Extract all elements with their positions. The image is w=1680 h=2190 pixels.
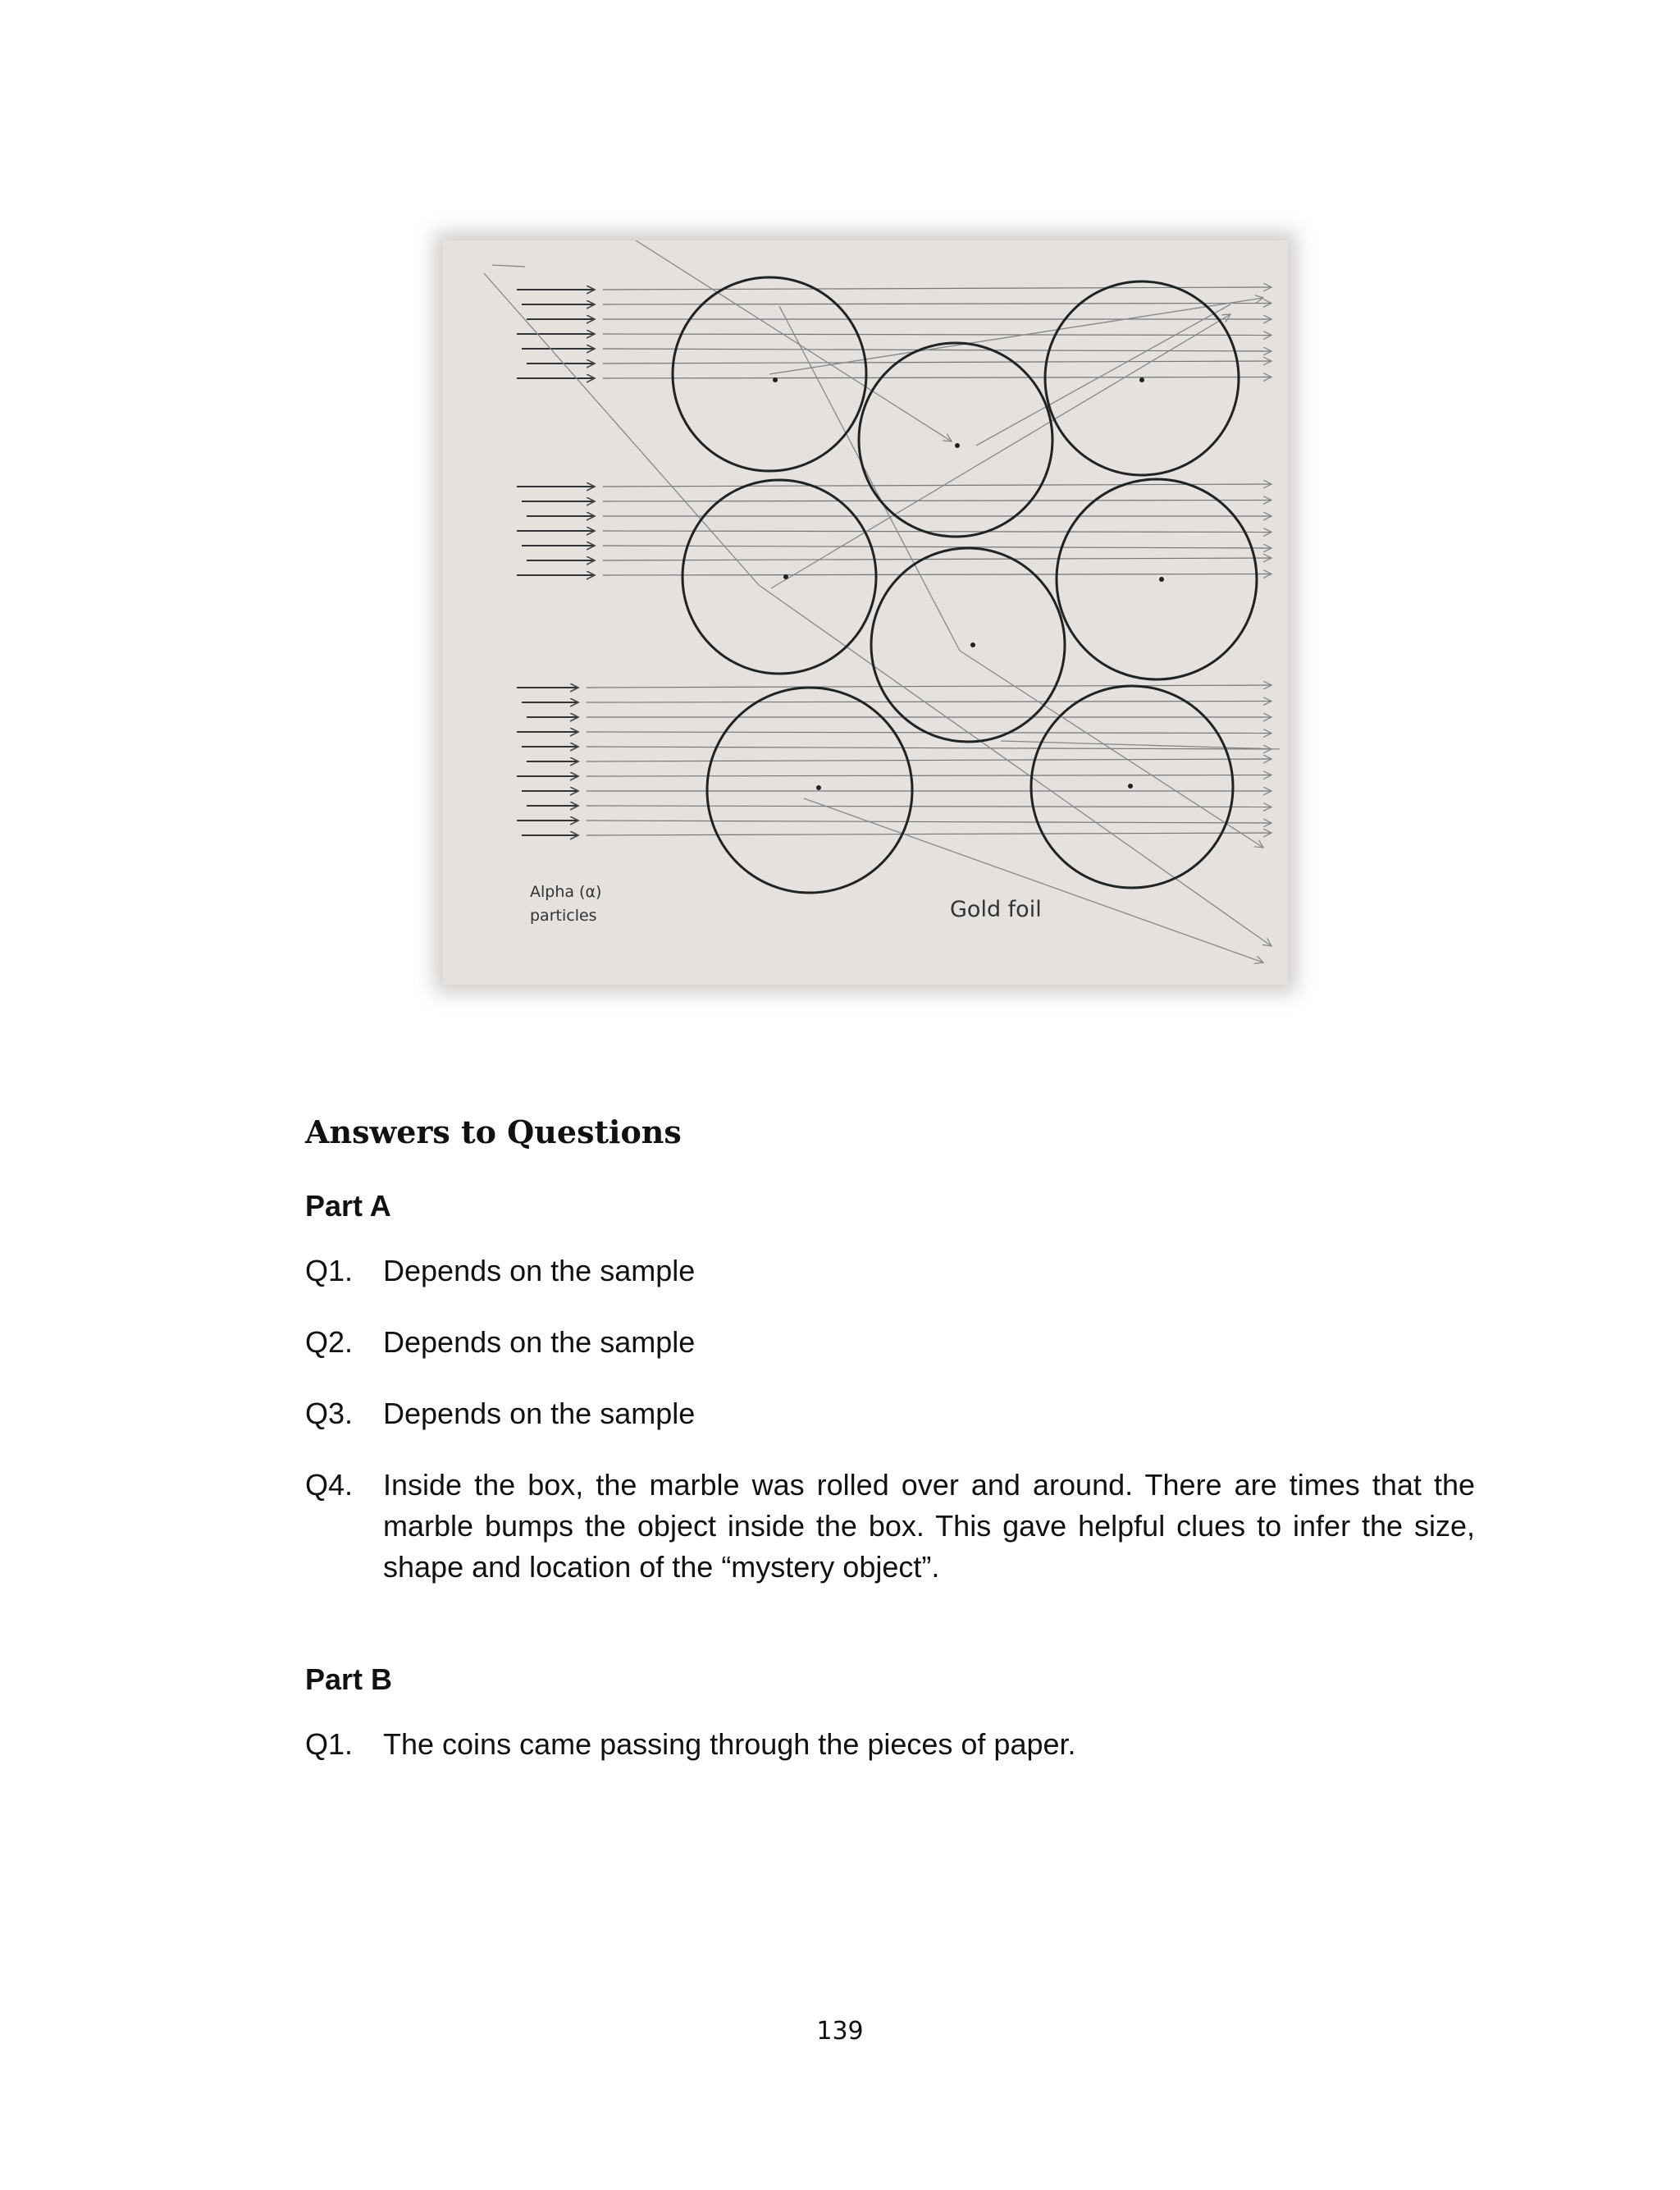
page-number: 139: [816, 2017, 864, 2046]
part-a-q4: [305, 1465, 1475, 1588]
particle-path: [587, 702, 1271, 703]
part-a-q1: [305, 1250, 1475, 1292]
question-answer: Depends on the sample: [383, 1397, 696, 1430]
question-number: Q1.: [305, 1727, 354, 1761]
question-number: Q1.: [305, 1254, 354, 1287]
alpha-particles-label: [530, 880, 601, 928]
particle-path: [587, 806, 1271, 807]
particle-path: [603, 287, 1271, 290]
part-b-title: Part B: [305, 1662, 393, 1696]
alpha-particle-arrows: [517, 290, 595, 835]
particle-path: [603, 361, 1271, 363]
question-answer: Inside the box, the marble was rolled over and around. There are times that the marble bumps the object inside the box. This gave helpful clues to infer the size, shape and location of the “mystery object”.: [383, 1468, 1475, 1584]
particle-path: [603, 484, 1271, 487]
question-answer: Depends on the sample: [383, 1254, 696, 1287]
particle-path: [603, 531, 1271, 533]
part-a-title: Part A: [305, 1189, 391, 1223]
particle-paths: [587, 287, 1271, 835]
question-number: Q3.: [305, 1397, 354, 1430]
page-heading: Answers to Questions: [305, 1113, 682, 1150]
particle-path: [603, 558, 1271, 560]
gold-foil-figure: [443, 240, 1288, 985]
gold-atoms: [673, 277, 1257, 893]
question-answer: Depends on the sample: [383, 1325, 696, 1359]
part-a-q2: [305, 1322, 1475, 1363]
particle-path: [587, 685, 1271, 688]
particle-path: [587, 821, 1271, 823]
particle-path: [603, 574, 1271, 576]
alpha-label-line2: particles: [530, 907, 597, 925]
part-a-q3: [305, 1393, 1475, 1434]
particle-path: [603, 377, 1271, 379]
alpha-label-line1: Alpha (α): [530, 883, 602, 901]
particle-path: [603, 546, 1271, 548]
gold-foil-label: Gold foil: [950, 897, 1042, 922]
question-number: Q4.: [305, 1468, 354, 1502]
atom-nuclei: [773, 377, 1164, 790]
particle-path: [587, 775, 1271, 777]
particle-path: [587, 759, 1271, 761]
particle-path: [603, 501, 1271, 502]
question-answer: The coins came passing through the pieces of paper.: [383, 1727, 1076, 1761]
particle-path: [603, 334, 1271, 336]
particle-path: [587, 833, 1271, 835]
particle-path: [587, 747, 1271, 749]
part-b-q1: [305, 1724, 1475, 1765]
question-number: Q2.: [305, 1325, 354, 1359]
